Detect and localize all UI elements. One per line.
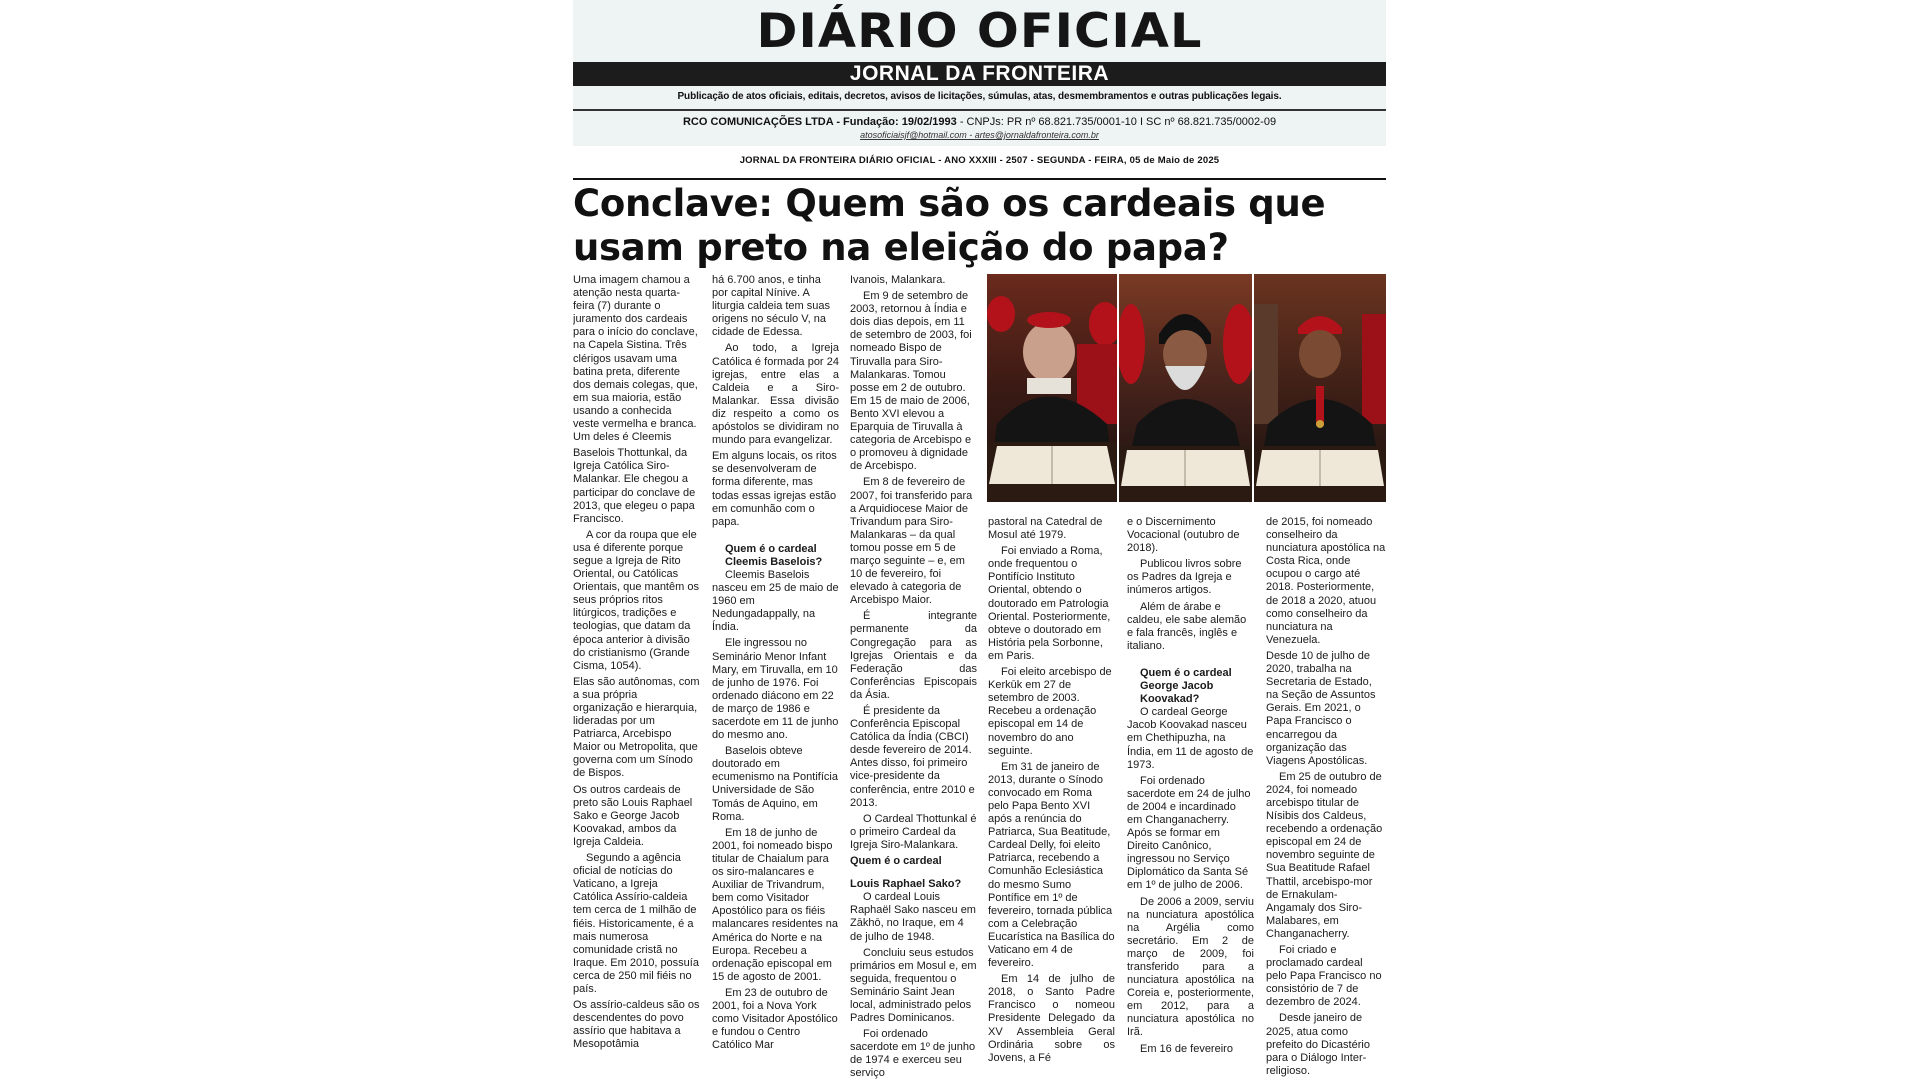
article-column-5 — [1127, 516, 1254, 1080]
paragraph: Os outros cardeais de preto são Louis Raphael Sako e George Jacob Koovakad, ambos da Igreja Caldeia. — [573, 783, 693, 848]
article-column-2 — [712, 274, 839, 1080]
article-column-3 — [850, 274, 977, 1080]
paragraph: O Cardeal Thottunkal é o primeiro Cardeal da Igreja Siro-Malankara. — [850, 812, 977, 851]
paragraph: Cleemis Baselois nasceu em 25 de maio de 1960 em Nedungadappally, na Índia. — [712, 568, 839, 634]
paragraph: de 2015, foi nomeado conselheiro da nunciatura apostólica na Costa Rica, onde ocupou o cargo até 2018. Posteriormente, de 2018 a 2020, atuou como conselheiro da nunciatura na Venezuela. — [1266, 516, 1386, 646]
dateline: JORNAL DA FRONTEIRA DIÁRIO OFICIAL - ANO XXXIII - 2507 - SEGUNDA - FEIRA, 05 de Maio de 2025 — [739, 155, 1220, 166]
paragraph: De 2006 a 2009, serviu na nunciatura apostólica na Argélia como secretário. Em 2 de março de 2009, foi transferido para a nunciatura apostólica na Coreia e, posteriormente, em 2012, para a nunciatura apostólica no Irã. — [1127, 895, 1254, 1039]
paragraph: Em 18 de junho de 2001, foi nomeado bispo titular de Chaialum para os siro-malancares e Auxiliar de Trivandrum, bem como Visitador Apostólico para os fiéis malancares residentes na América do Norte e na Europa. Recebeu a ordenação episcopal em 15 de agosto de 2001. — [712, 826, 838, 983]
section-heading: Quem é o cardeal George Jacob Koovakad? — [1140, 666, 1232, 706]
paragraph: Em 9 de setembro de 2003, retornou à Índia e dois dias depois, em 11 de setembro de 2003, foi nomeado Bispo de Tiruvalla para Siro-Malankaras. Tomou posse em 2 de outubro. Em 15 de maio de 2006, Bento XVI elevou a Eparquia de Tiruvalla à categoria de Arcebispo e o promoveu à dignidade de Arcebispo. — [850, 290, 972, 473]
masthead-company — [573, 116, 1386, 128]
paragraph: Em 23 de outubro de 2001, foi a Nova York como Visitador Apostólico e fundou o Centro Católico Mar — [712, 986, 838, 1052]
photo-cardinal-baselois — [1119, 274, 1252, 502]
photo-cardinal-koovakad — [1254, 274, 1386, 502]
section-heading: Louis Raphael Sako? — [850, 878, 962, 891]
section-heading: Quem é o cardeal Cleemis Baselois? — [725, 542, 823, 568]
paragraph: Em 16 de fevereiro — [1140, 1042, 1233, 1055]
masthead-tagline: Publicação de atos oficiais, editais, decretos, avisos de licitações, súmulas, atas, desmembramentos e outras publicações legais. — [677, 91, 1282, 102]
paragraph: Segundo a agência oficial de notícias do Vaticano, a Igreja Católica Assírio-caldeia tem cerca de 1 milhão de fiéis. Historicamente, é a mais numerosa comunidade cristã no Iraque. Em 2010, possuía cerca de 250 mil fiéis no país. — [573, 852, 699, 995]
paragraph: Foi eleito arcebispo de Kerkūk em 27 de setembro de 2003. Recebeu a ordenação episcopal em 14 de novembro do ano seguinte. — [988, 666, 1112, 757]
paragraph: há 6.700 anos, e tinha por capital Nínive. A liturgia caldeia tem suas origens no século V, na cidade de Edessa. — [712, 274, 831, 339]
paragraph: Foi ordenado sacerdote em 1º de junho de 1974 e exerceu seu serviço — [850, 1028, 976, 1080]
paragraph: Em 8 de fevereiro de 2007, foi transferido para a Arquidiocese Maior de Trivandum para Siro-Malankaras – da qual tomou posse em 5 de março seguinte – e, em 10 de fevereiro, foi elevado à categoria de Arcebispo Maior. — [850, 476, 973, 607]
company-cnpj: - CNPJs: PR nº 68.821.735/0001-10 I SC nº 68.821.735/0002-09 — [956, 116, 1277, 128]
paragraph: Baselois Thottunkal, da Igreja Católica Siro-Malankar. Ele chegou a participar do conclave de 2013, que elegeu o papa Francisco. — [573, 447, 696, 525]
cardinal-baselois-image — [1119, 274, 1252, 502]
cardinal-koovakad-image — [1254, 274, 1386, 502]
paragraph: Elas são autônomas, com a sua própria organização e hierarquia, lideradas por um Patriarca, Arcebispo Maior ou Metropolita, que governa com um Sínodo de Bispos. — [573, 675, 700, 780]
cardinal-sako-image — [987, 274, 1117, 502]
masthead-divider — [573, 109, 1386, 111]
company-founding: RCO COMUNICAÇÕES LTDA - Fundação: 19/02/1993 — [682, 116, 957, 128]
paragraph: Ele ingressou no Seminário Menor Infant Mary, em Tiruvalla, em 10 de junho de 1976. Foi ordenado diácono em 22 de março de 1986 e sacerdote em 11 de junho do mesmo ano. — [712, 637, 839, 742]
masthead-subtitle: JORNAL DA FRONTEIRA — [573, 62, 1386, 86]
paragraph: Concluiu seus estudos primários em Mosul e, em seguida, frequentou o Seminário Saint Jean local, administrado pelos Padres Dominicanos. — [850, 946, 977, 1025]
paragraph: É integrante permanente da Congregação para as Igrejas Orientais e da Federação das Conferências Episcopais da Ásia. — [850, 610, 977, 701]
paragraph: O cardeal Louis Raphaël Sako nasceu em Zākhō, no Iraque, em 4 de julho de 1948. — [850, 891, 976, 943]
paragraph: Desde janeiro de 2025, atua como prefeito do Dicastério para o Diálogo Inter-religioso. — [1266, 1012, 1370, 1077]
article-column-4 — [988, 516, 1115, 1080]
paragraph: Foi ordenado sacerdote em 24 de julho de 2004 e incardinado em Changanacherry. Após se formar em Direito Canônico, ingressou no Serviço Diplomático da Santa Sé em 1º de julho de 2006. — [1127, 774, 1251, 892]
paragraph: Os assírio-caldeus são os descendentes do povo assírio que habitava a Mesopotâmia — [573, 999, 700, 1051]
paragraph: Em 25 de outubro de 2024, foi nomeado arcebispo titular de Nísibis dos Caldeus, recebendo a ordenação episcopal em 24 de novembro seguinte de Sua Beatitude Rafael Thattil, arcebispo-mor de Ernakulam-Angamaly dos Siro-Malabares, em Changanacherry. — [1266, 770, 1383, 940]
paragraph: Em 14 de julho de 2018, o Santo Padre Francisco o nomeou Presidente Delegado da XV Assembleia Geral Ordinária sobre os Jovens, a Fé — [988, 973, 1115, 1064]
section-heading: Quem é o cardeal — [850, 855, 942, 868]
paragraph: Baselois obteve doutorado em ecumenismo na Pontifícia Universidade de São Tomás de Aquino, em Roma. — [712, 745, 838, 823]
paragraph: Publicou livros sobre os Padres da Igreja e inúmeros artigos. — [1127, 558, 1242, 597]
paragraph: pastoral na Catedral de Mosul até 1979. — [988, 516, 1103, 542]
paragraph: A cor da roupa que ele usa é diferente porque segue a Igreja de Rito Oriental, ou Católicas Orientais, que mantêm os seus próprios ritos litúrgicos, tradições e teologias, que datam da época anterior à divisão do cristianismo (Grande Cisma, 1054). — [573, 528, 699, 672]
article-column-1 — [573, 274, 700, 1080]
photo-cardinal-sako — [987, 274, 1117, 502]
paragraph: Em 31 de janeiro de 2013, durante o Sínodo convocado em Roma pelo Papa Bento XVI após a renúncia do Patriarca, Sua Beatitude, Cardeal Delly, foi eleito Patriarca, recebendo a Comunhão Eclesiástica do mesmo Sumo Pontífice em 1º de fevereiro, tornada pública com a Celebração Eucarística na Basílica do Vaticano em 4 de fevereiro. — [988, 760, 1115, 970]
paragraph: O cardeal George Jacob Koovakad nasceu em Chethipuzha, na Índia, em 11 de agosto de 1973. — [1127, 706, 1254, 771]
paragraph: Foi criado e proclamado cardeal pelo Papa Francisco no consistório de 7 de dezembro de 2024. — [1266, 944, 1382, 1009]
paragraph: e o Discernimento Vocacional (outubro de 2018). — [1127, 516, 1240, 555]
newspaper-page — [573, 0, 1386, 1080]
paragraph: Foi enviado a Roma, onde frequentou o Pontifício Instituto Oriental, obtendo o doutorado em Patrologia Oriental. Posteriormente, obteve o doutorado em História pela Sorbonne, em Paris. — [988, 545, 1111, 662]
article-headline: Conclave: Quem são os cardeais que usam preto na eleição do papa? — [573, 182, 1326, 269]
masthead-emails[interactable]: atosoficiaisjf@hotmail.com - artes@jornaldafronteira.com.br — [860, 130, 1099, 140]
paragraph: Ivanois, Malankara. — [850, 274, 946, 286]
masthead-title: DIÁRIO OFICIAL — [756, 4, 1203, 59]
paragraph: Uma imagem chamou a atenção nesta quarta-feira (7) durante o juramento dos cardeais para o início do conclave, na Capela Sistina. Três clérigos usavam uma batina preta, diferente dos demais colegas, que, em sua maioria, estão usando a conhecida veste vermelha e branca. Um deles é Cleemis — [573, 274, 698, 444]
article-column-6 — [1266, 516, 1386, 1080]
paragraph: Ao todo, a Igreja Católica é formada por 24 igrejas, entre elas a Caldeia e a Siro-Malankar. Essa divisão diz respeito a como os apóstolos se dividiram no mundo para evangelizar. — [712, 342, 839, 447]
cardinals-photo — [987, 274, 1386, 502]
paragraph: Além de árabe e caldeu, ele sabe alemão e fala francês, inglês e italiano. — [1127, 600, 1247, 652]
masthead — [573, 0, 1386, 146]
paragraph: Desde 10 de julho de 2020, trabalha na Secretaria de Estado, na Seção de Assuntos Gerais. Em 2021, o Papa Francisco o encarregou da organização das Viagens Apostólicas. — [1266, 649, 1376, 767]
headline-rule — [573, 178, 1386, 180]
paragraph: Em alguns locais, os ritos se desenvolveram de forma diferente, mas todas essas igrejas estão em comunhão com o papa. — [712, 450, 837, 528]
paragraph: É presidente da Conferência Episcopal Católica da Índia (CBCI) desde fevereiro de 2014. Antes disso, foi primeiro vice-presidente da conferência, entre 2010 e 2013. — [850, 705, 975, 809]
